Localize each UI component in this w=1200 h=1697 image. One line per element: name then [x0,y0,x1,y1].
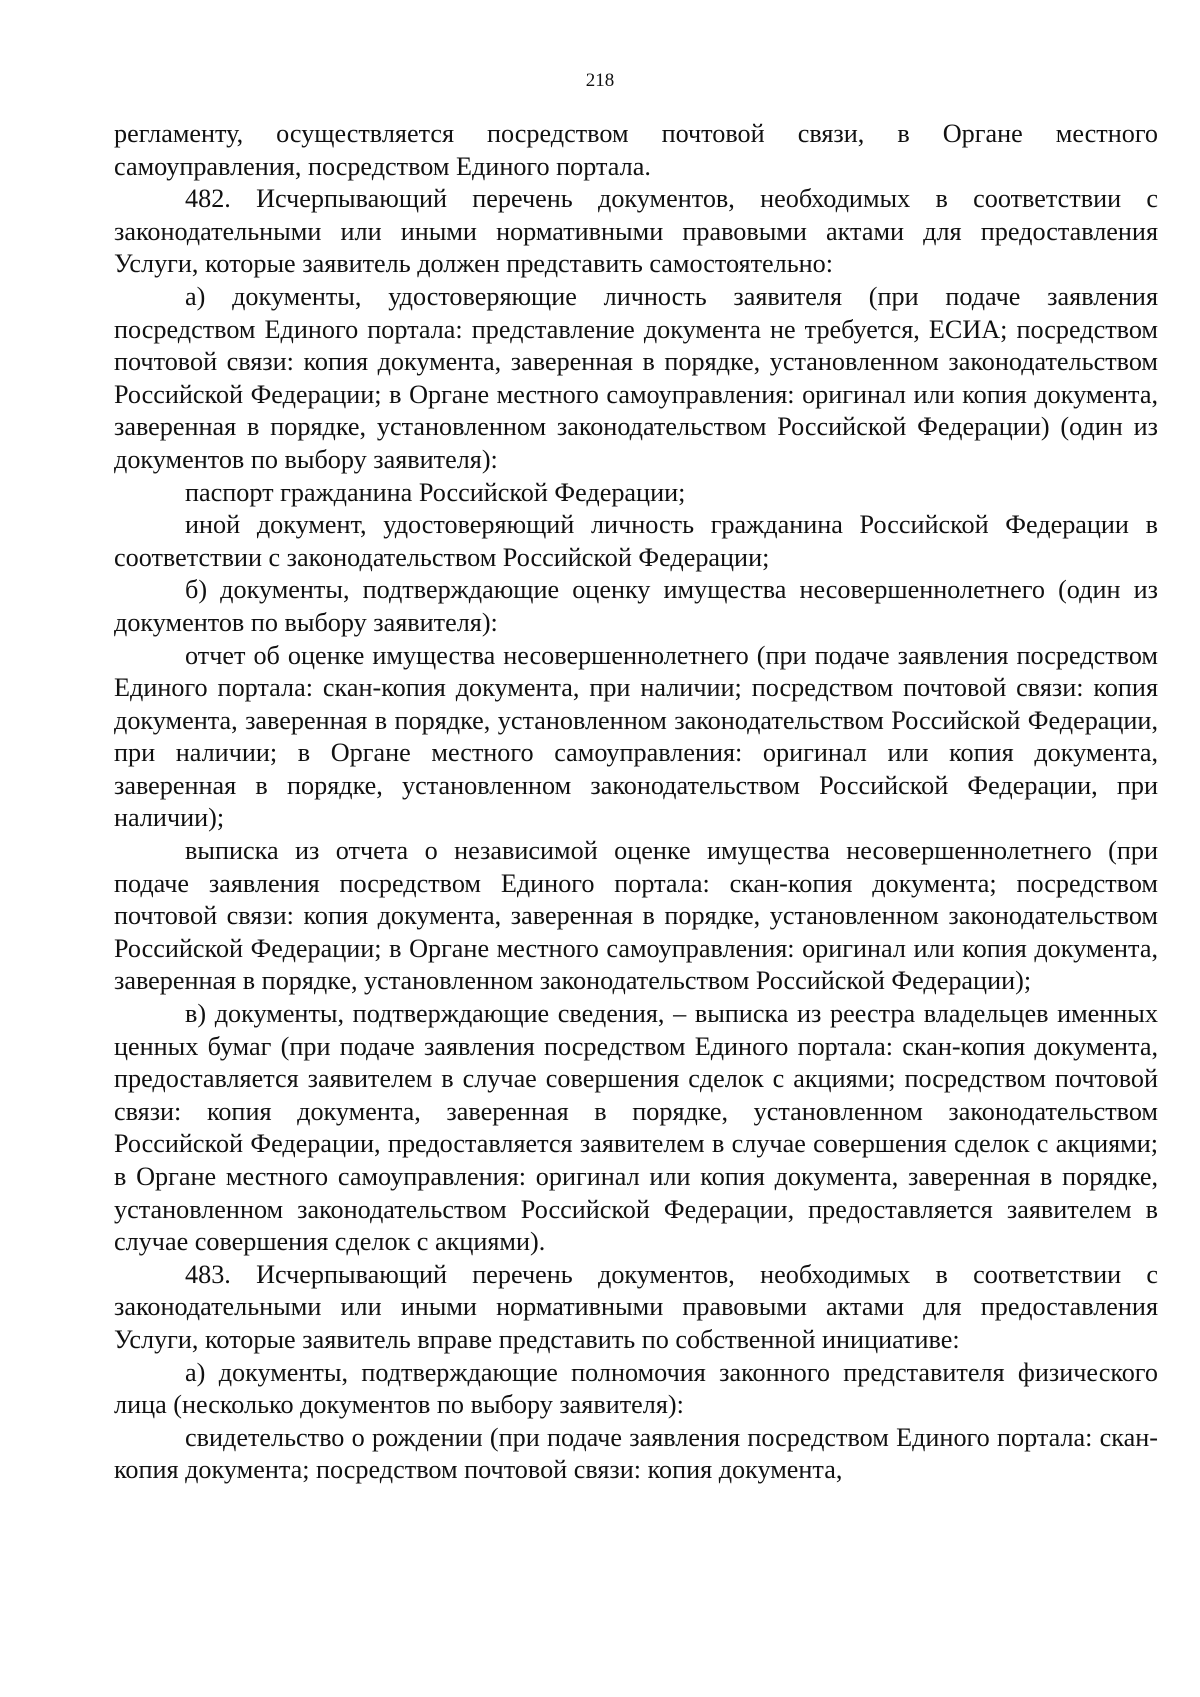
paragraph: б) документы, подтверждающие оценку имущества несовершеннолетнего (один из документов по выбору заявителя): [114,575,1158,637]
paragraph: 483. Исчерпывающий перечень документов, необходимых в соответствии с законодательными или иными нормативными правовыми актами для предоставления Услуги, которые заявитель вправе представить по собственной инициативе: [114,1259,1158,1354]
paragraph: отчет об оценке имущества несовершеннолетнего (при подаче заявления посредством Единого портала: скан-копия документа, при наличии; посредством почтовой связи: копия документа, заверенная в порядке, установленном законодательством Российской Федерации, при наличии; в Органе местного самоуправления: оригинал или копия документа, заверенная в порядке, установленном законодательством Российской Федерации, при наличии); [114,640,1158,833]
paragraph: а) документы, подтверждающие полномочия законного представителя физического лица (несколько документов по выбору заявителя): [114,1357,1158,1420]
paragraph: паспорт гражданина Российской Федерации; [185,477,686,507]
document-body [114,118,1158,1487]
paragraph: а) документы, удостоверяющие личность заявителя (при подаче заявления посредством Единого портала: представление документа не требуется, ЕСИА; посредством почтовой связи: копия документа, заверенная в порядке, установленном законодательством Российской Федерации; в Органе местного самоуправления: оригинал или копия документа, заверенная в порядке, установленном законодательством Российской Федерации) (один из документов по выбору заявителя): [114,281,1158,474]
paragraph: выписка из отчета о независимой оценке имущества несовершеннолетнего (при подаче заявления посредством Единого портала: скан-копия документа; посредством почтовой связи: копия документа, заверенная в порядке, установленном законодательством Российской Федерации; в Органе местного самоуправления: оригинал или копия документа, заверенная в порядке, установленном законодательством Российской Федерации); [114,836,1158,996]
paragraph: в) документы, подтверждающие сведения, – выписка из реестра владельцев именных ценных бумаг (при подаче заявления посредством Единого портала: скан-копия документа, предоставляется заявителем в случае совершения сделок с акциями; посредством почтовой связи: копия документа, заверенная в порядке, установленном законодательством Российской Федерации, предоставляется заявителем в случае совершения сделок с акциями; в Органе местного самоуправления: оригинал или копия документа, заверенная в порядке, установленном законодательством Российской Федерации, предоставляется заявителем в случае совершения сделок с акциями). [114,999,1158,1257]
paragraph: иной документ, удостоверяющий личность гражданина Российской Федерации в соответствии с законодательством Российской Федерации; [114,510,1158,572]
paragraph: 482. Исчерпывающий перечень документов, необходимых в соответствии с законодательными или иными нормативными правовыми актами для предоставления Услуги, которые заявитель должен представить самостоятельно: [114,184,1158,279]
page-number: 218 [585,70,615,91]
paragraph: регламенту, осуществляется посредством почтовой связи, в Органе местного самоуправления, посредством Единого портала. [114,119,1158,181]
paragraph: свидетельство о рождении (при подаче заявления посредством Единого портала: скан-копия документа; посредством почтовой связи: копия документа, [114,1422,1158,1485]
